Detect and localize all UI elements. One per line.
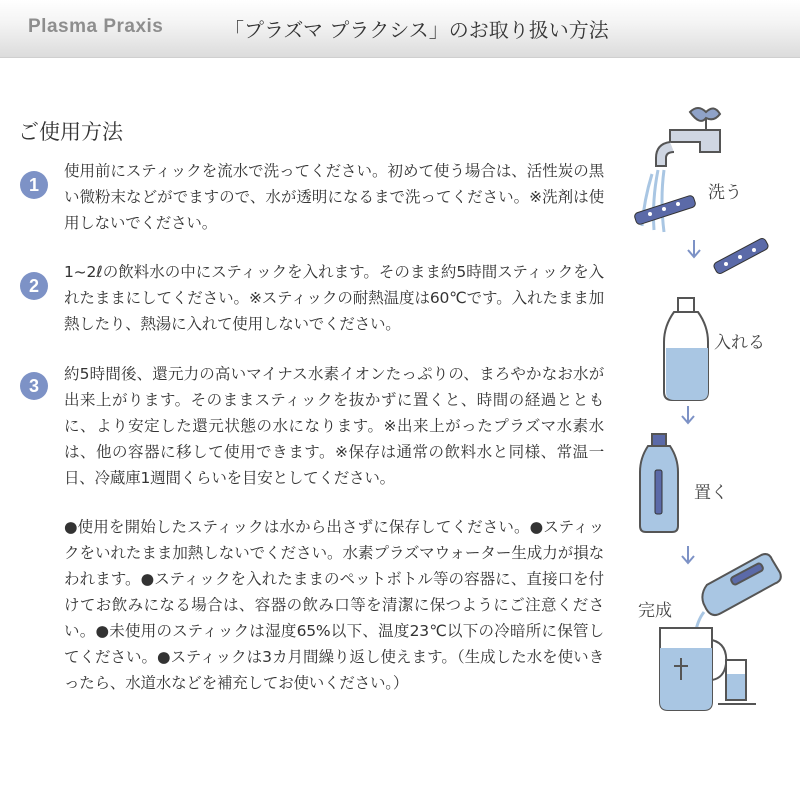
section-title: ご使用方法 [18, 120, 123, 144]
step-1-badge: 1 [20, 171, 48, 199]
step-3-badge: 3 [20, 372, 48, 400]
brand-logo: Plasma Praxis [28, 16, 164, 37]
label-insert: 入れる [714, 333, 765, 353]
arrow-down-icon-2 [682, 406, 694, 423]
pitcher-icon [660, 628, 726, 710]
stick-icon-insert [713, 237, 770, 275]
step-3-text: 約5時間後、還元力の高いマイナス水素イオンたっぷりの、まろやかなお水が出来上がります。そのままスティックを抜かずに置くと、時間の経過とともに、より安定した還元状態の水になります。※出来上がったプラズマ水素水は、他の容器に移して使用できます。※保存は通常の飲料水と同様、常温一日、冷蔵庫1週間くらいを目安としてください。 [64, 365, 604, 487]
step-2-badge: 2 [20, 272, 48, 300]
page-title: 「プラズマ プラクシス」のお取り扱い方法 [224, 18, 609, 42]
arrow-down-icon-3 [682, 546, 694, 563]
faucet-icon [656, 108, 720, 166]
arrow-down-icon-1 [688, 240, 700, 257]
label-complete: 完成 [638, 601, 672, 621]
label-wash: 洗う [708, 183, 742, 203]
page-header [0, 0, 800, 58]
step-1-text: 使用前にスティックを流水で洗ってください。初めて使う場合は、活性炭の黒い微粉末などがでますので、水が透明になるまで洗ってください。※洗剤は使用しないでください。 [64, 162, 604, 232]
pouring-bottle-icon [697, 552, 784, 616]
usage-illustration [612, 100, 800, 720]
label-place: 置く [694, 483, 728, 503]
step-2-text: 1~2ℓの飲料水の中にスティックを入れます。そのまま約5時間スティックを入れたままにしてください。※スティックの耐熱温度は60℃です。入れたまま加熱したり、熱湯に入れて使用しないでください。 [64, 263, 604, 333]
illustration-drawing [612, 100, 800, 720]
usage-notes: ●使用を開始したスティックは水から出さずに保存してください。●スティックをいれたまま加熱しないでください。水素プラズマウォーター生成力が損なわれます。●スティックを入れたままのペットボトル等の容器に、直接口を付けてお飲みになる場合は、容器の飲み口等を清潔に保つようにご注意ください。●未使用のスティックは湿度65%以下、温度23℃以下の冷暗所に保管してください。●スティックは3カ月間繰り返し使えます。（生成した水を使いきったら、水道水などを補充してお使いください。） [64, 518, 604, 692]
bottle-icon-place [640, 434, 678, 532]
bottle-icon-insert [664, 298, 708, 400]
glass-icon [718, 660, 756, 704]
